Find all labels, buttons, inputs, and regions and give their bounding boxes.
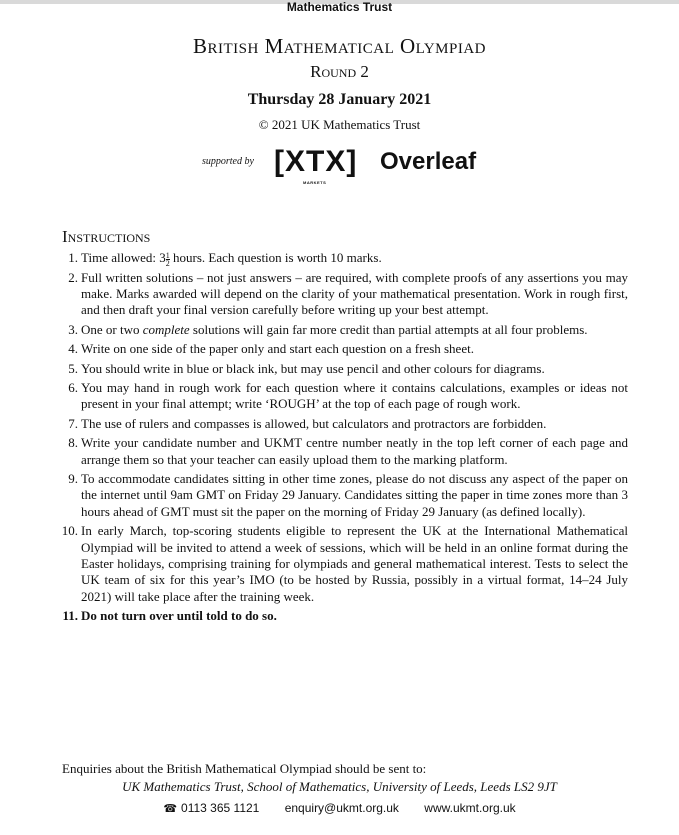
instruction-item-7	[62, 416, 628, 432]
item-text: Do not turn over until told to do so.	[81, 608, 277, 624]
item-number: 4.	[68, 341, 78, 357]
instruction-item-3	[62, 322, 628, 338]
item-number: 7.	[68, 415, 78, 431]
fraction-denominator: 2	[165, 258, 170, 268]
exam-date: Thursday 28 January 2021	[247, 91, 432, 108]
item-text: One or two	[81, 321, 143, 337]
org-line-2: Mathematics Trust	[286, 0, 393, 14]
contact-line	[0, 801, 679, 815]
sponsor-strip	[202, 143, 502, 183]
item-text: You may hand in rough work for each question where it contains calculations, examples or ideas not present in your final attempt; write ‘ROUGH’ at the top of each page of rough work.	[81, 379, 628, 412]
website-address: www.ukmt.org.uk	[424, 801, 516, 815]
item-number: 1.	[68, 250, 78, 265]
copyright-notice: © 2021 UK Mathematics Trust	[258, 117, 421, 132]
organisation-name	[0, 0, 679, 14]
item-number: 6.	[68, 379, 78, 395]
instruction-item-4	[62, 341, 628, 357]
item-text: To accommodate candidates sitting in other time zones, please do not discuss any aspect of the paper on the internet until 9am GMT on Friday 29 January. Candidates sitting the paper in time zones more than 3 hours ahead of GMT must sit the paper on the morning of Friday 29 January (as defined locally).	[81, 470, 628, 519]
instruction-item-1	[62, 250, 628, 267]
phone-number: 0113 365 1121	[181, 801, 260, 815]
phone-icon: ☎	[163, 803, 178, 815]
xtx-markets-label: MARKETS	[303, 180, 327, 185]
item-text: The use of rulers and compasses is allowed, but calculators and protractors are forbidden.	[81, 415, 547, 431]
instruction-item-5	[62, 361, 628, 377]
instruction-item-10	[62, 523, 628, 605]
item-number: 10.	[61, 523, 78, 539]
instructions-list	[62, 250, 628, 628]
enquiries-text: Enquiries about the British Mathematical Olympiad should be sent to:	[62, 761, 427, 776]
email-address: enquiry@ukmt.org.uk	[284, 801, 399, 815]
instruction-item-6	[62, 380, 628, 413]
instruction-item-8	[62, 435, 628, 468]
item-text: hours. Each question is worth 10 marks.	[169, 250, 382, 265]
item-emphasis: complete	[142, 321, 190, 337]
item-text: Time allowed: 3	[81, 250, 166, 265]
supported-by-label: supported by	[202, 156, 254, 167]
item-number: 9.	[68, 470, 78, 486]
item-text: solutions will gain far more credit than partial attempts at all four problems.	[189, 321, 588, 337]
item-number: 11.	[62, 608, 78, 624]
overleaf-logo: Overleaf	[380, 148, 477, 175]
item-text: Full written solutions – not just answers – are required, with complete proofs of any assertions you may make. Marks awarded will depend on the clarity of your mathematical presentation. Work in rough first, and then draft your final version carefully before writing up your best attempt.	[81, 269, 628, 318]
item-text: In early March, top-scoring students eligible to represent the UK at the International Mathematical Olympiad will be invited to attend a week of sessions, which will be held in an online format during the Easter holidays, comprising training for olympiads and general mathematical interest. Tests to select the UK team of six for this year’s IMO (to be hosted by Russia, possibly in a virtual format, 14–24 July 2021) will take place after the training week.	[81, 523, 628, 604]
item-number: 8.	[68, 435, 78, 451]
instruction-item-11	[62, 608, 628, 624]
instruction-item-9	[62, 471, 628, 520]
item-text: Write on one side of the paper only and start each question on a fresh sheet.	[81, 341, 474, 357]
fraction-numerator: 1	[165, 250, 170, 260]
instructions-heading: Instructions	[62, 227, 151, 246]
item-text: Write your candidate number and UKMT centre number neatly in the top left corner of each page and arrange them so that your teacher can easily upload them to the marking platform.	[81, 435, 628, 467]
item-number: 2.	[68, 269, 78, 285]
item-number: 5.	[68, 360, 78, 376]
item-text: You should write in blue or black ink, but may use pencil and other colours for diagrams.	[81, 360, 545, 376]
instruction-item-2	[62, 270, 628, 319]
postal-address: UK Mathematics Trust, School of Mathematics, University of Leeds, Leeds LS2 9JT	[122, 779, 557, 794]
xtx-logo: [XTX]	[274, 145, 358, 178]
page-title: British Mathematical Olympiad	[192, 34, 486, 58]
round-label: Round 2	[310, 62, 369, 81]
item-number: 3.	[68, 321, 78, 337]
